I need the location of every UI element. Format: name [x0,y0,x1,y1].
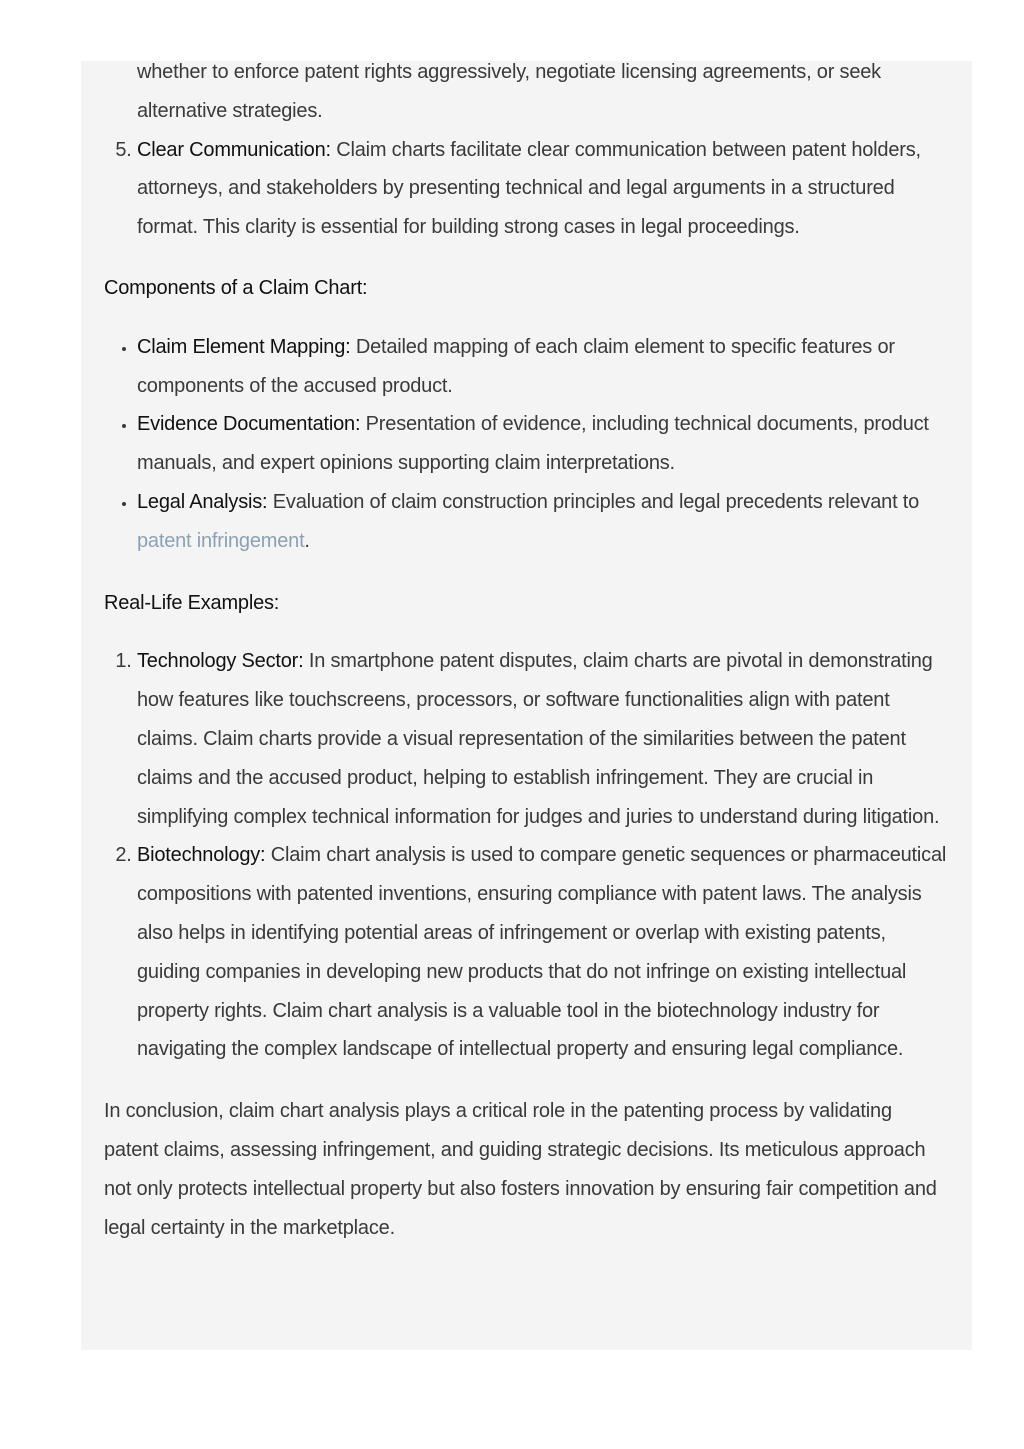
examples-list [104,642,948,1069]
conclusion-paragraph: In conclusion, claim chart analysis plays a critical role in the patenting process by validating patent claims, assessing infringement, and guiding strategic decisions. Its meticulous approach not only protects intellectual property but also fosters innovation by ensuring fair competition and legal certainty in the marketplace. [104,1100,937,1239]
item-lead: Technology Sector: [137,650,304,673]
item-lead: Claim Element Mapping: [137,335,351,358]
patent-infringement-link[interactable]: patent infringement [137,529,305,552]
item-lead: Evidence Documentation: [137,413,361,436]
list-item-technology-sector [137,642,948,836]
continuation-text: whether to enforce patent rights aggressively, negotiate licensing agreements, or seek alternative strategies. [137,61,881,122]
list-item-clear-communication [137,131,948,247]
item-text: Claim charts facilitate clear communication between patent holders, attorneys, and stakeholders by presenting technical and legal arguments in a structured format. This clarity is essential for building strong cases in legal proceedings. [137,138,921,239]
list-item-claim-element-mapping [137,328,948,406]
item-text: Presentation of evidence, including technical documents, product manuals, and expert opinions supporting claim interpretations. [137,413,929,475]
item-text: Evaluation of claim construction principles and legal precedents relevant to [267,490,920,513]
item-text: Claim chart analysis is used to compare genetic sequences or pharmaceutical compositions with patented inventions, ensuring compliance with patent laws. The analysis also helps in identifying potential areas of infringement or overlap with existing patents, guiding companies in developing new products that do not infringe on existing intellectual property rights. Claim chart analysis is a valuable tool in the biotechnology industry for navigating the complex landscape of intellectual property and ensuring legal compliance. [137,844,947,1061]
list-item-biotechnology [137,836,948,1069]
examples-heading: Real-Life Examples: [104,591,280,614]
article-content [104,57,948,1247]
item-text-after: . [304,529,310,552]
item-lead: Biotechnology: [137,844,266,867]
article-panel [81,61,972,1350]
benefits-list-continued [104,57,948,247]
components-list [104,328,948,561]
item-lead: Legal Analysis: [137,490,268,513]
list-item-legal-analysis [137,483,948,561]
item-lead: Clear Communication: [137,138,331,161]
list-item-continuation [137,53,948,131]
list-item-evidence-documentation [137,405,948,483]
item-text: Detailed mapping of each claim element to specific features or components of the accused product. [137,335,895,397]
components-heading: Components of a Claim Chart: [104,276,368,299]
item-text: In smartphone patent disputes, claim charts are pivotal in demonstrating how features like touchscreens, processors, or software functionalities align with patent claims. Claim charts provide a visual representation of the similarities between the patent claims and the accused product, helping to establish infringement. They are crucial in simplifying complex technical information for judges and juries to understand during litigation. [137,650,940,828]
